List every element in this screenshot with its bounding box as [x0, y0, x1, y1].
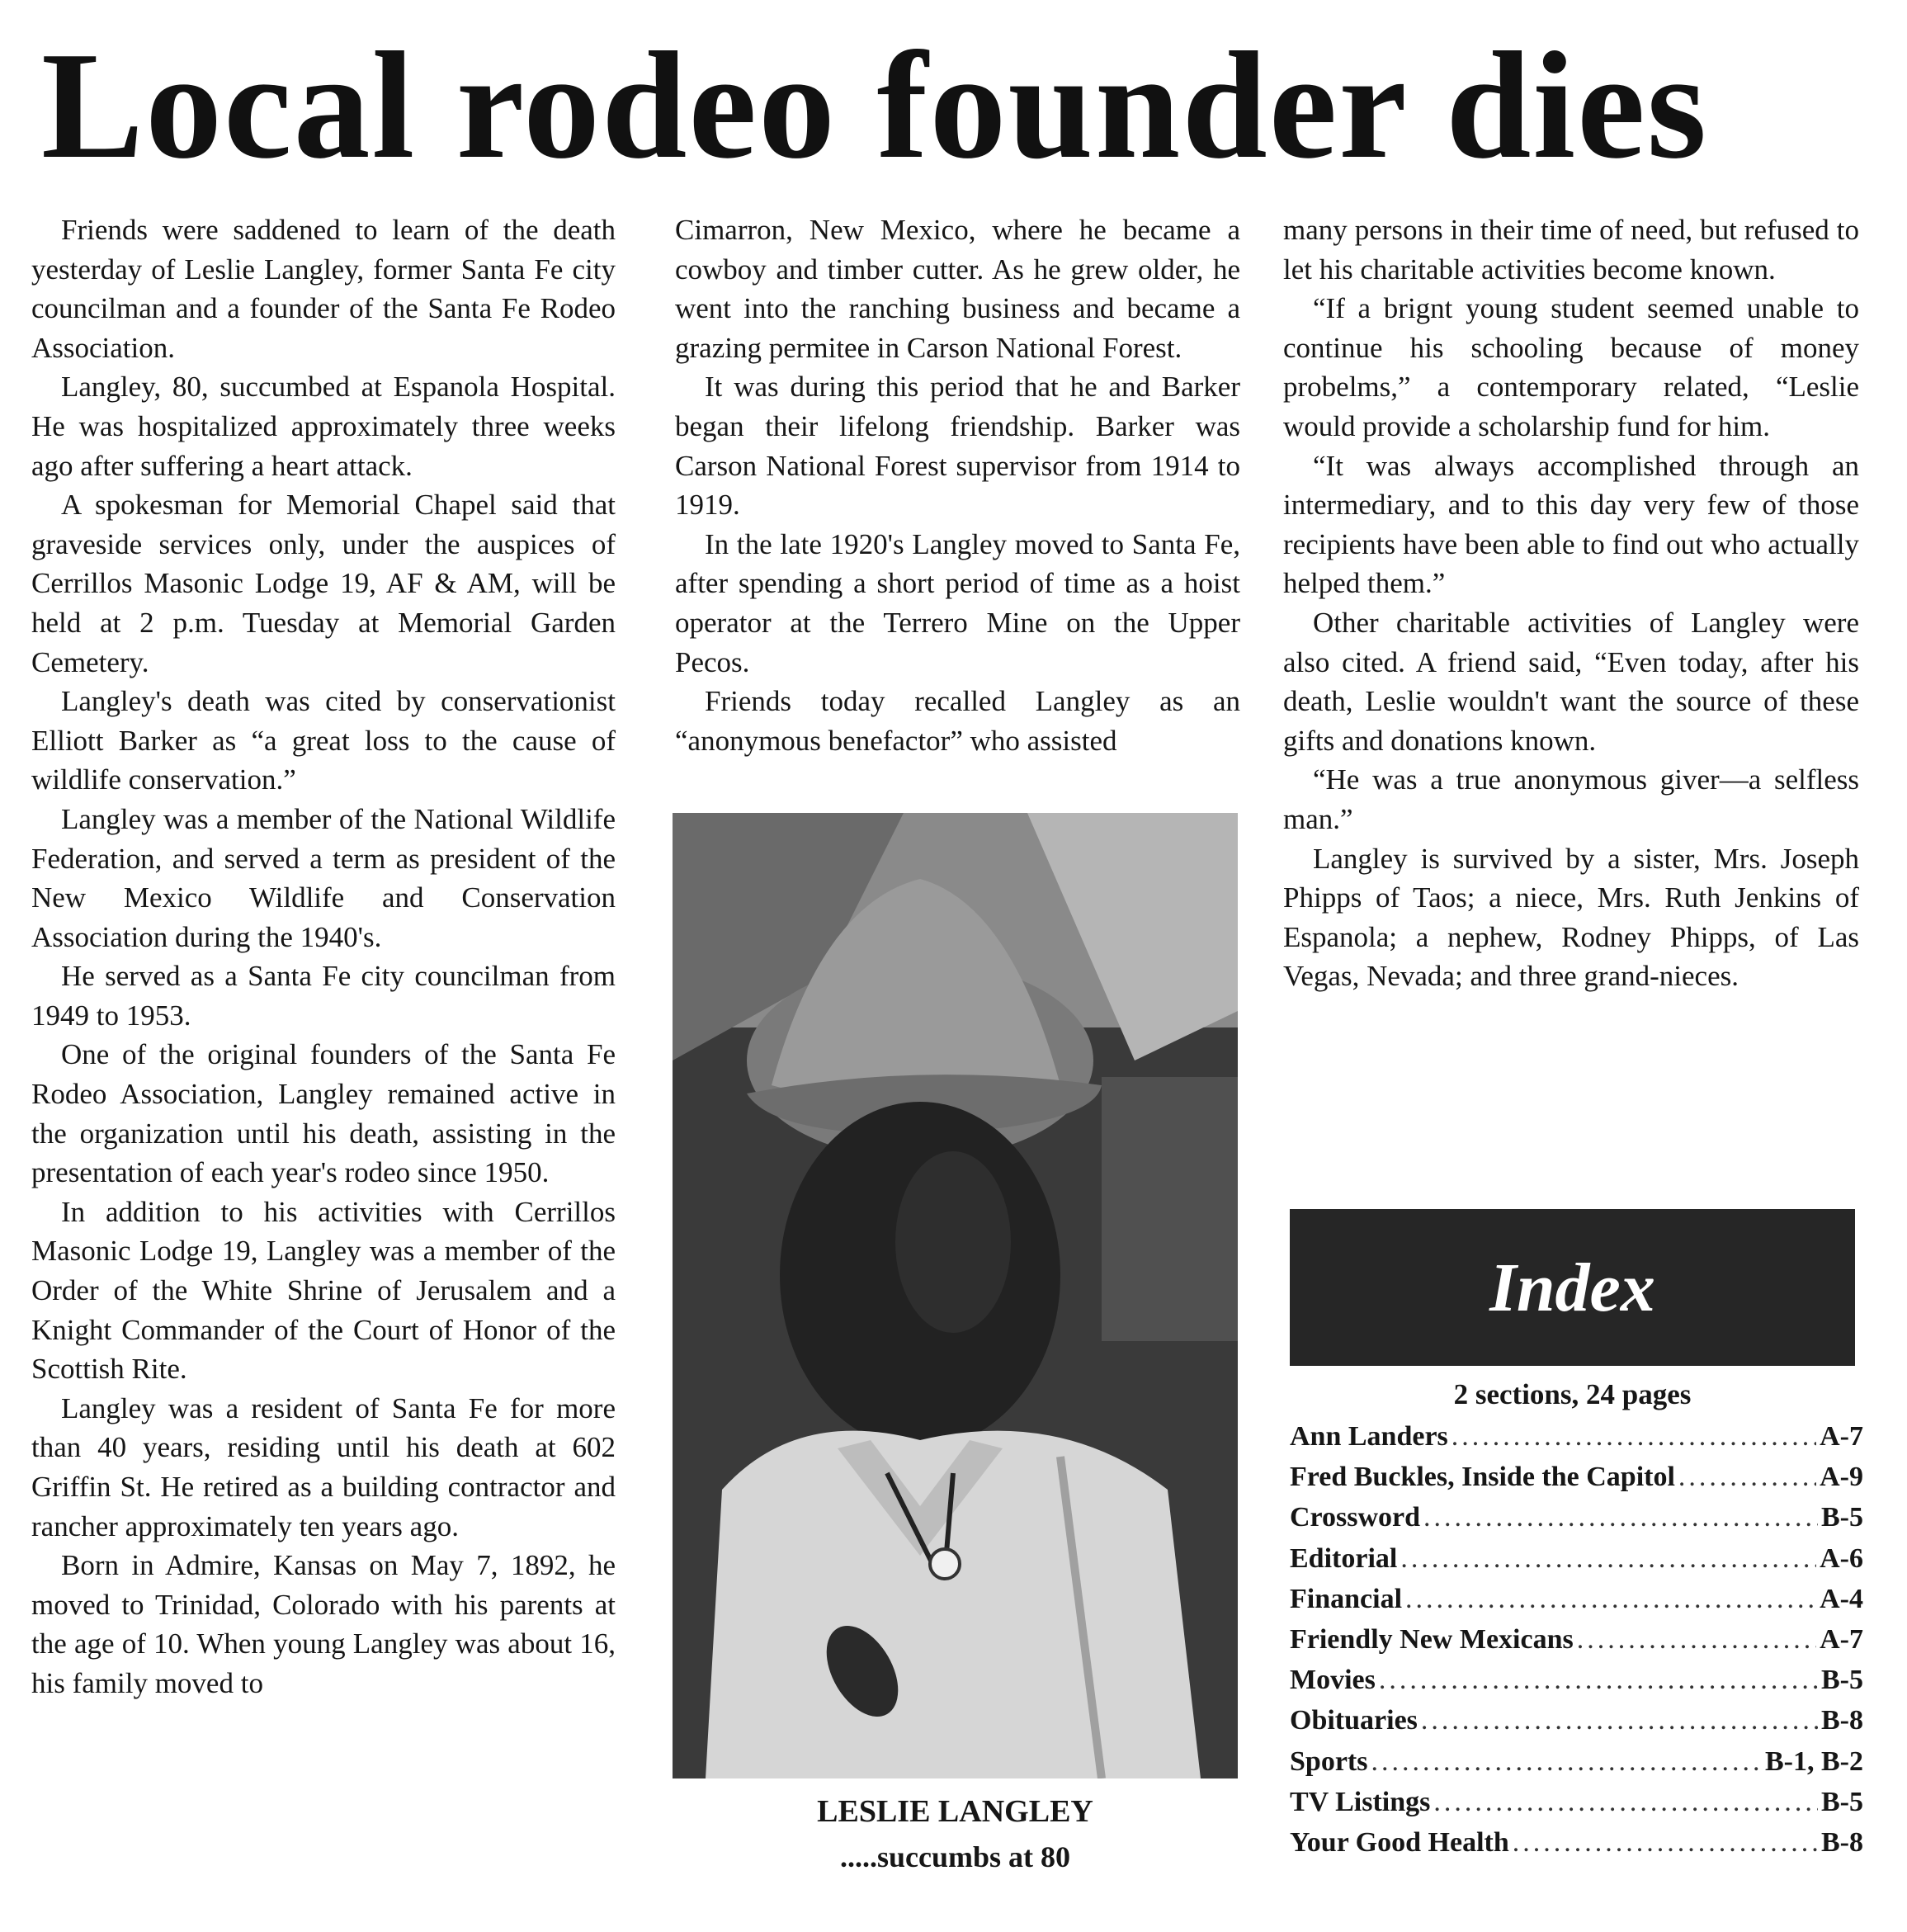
index-item — [1290, 1457, 1863, 1497]
article-column-1 — [31, 210, 616, 1703]
index-item — [1290, 1619, 1863, 1660]
headline: Local rodeo founder dies — [41, 21, 1709, 191]
paragraph: Cimarron, New Mexico, where he became a cowboy and timber cutter. As he grew older, he went into the ranching business and became a grazing permitee in Carson National Forest. — [675, 214, 1240, 364]
index-item — [1290, 1416, 1863, 1457]
index-item — [1290, 1497, 1863, 1538]
dot-leader — [1405, 1579, 1816, 1619]
index-item-page: A-9 — [1820, 1462, 1863, 1493]
index-item — [1290, 1660, 1863, 1700]
index-item-name: Editorial — [1290, 1542, 1398, 1574]
index-item-name: Sports — [1290, 1745, 1368, 1777]
article-column-3 — [1283, 210, 1859, 996]
index-item-name: Financial — [1290, 1583, 1403, 1614]
index-item-page: A-4 — [1820, 1583, 1863, 1614]
index-item-page: A-6 — [1820, 1542, 1863, 1574]
index-item-name: Friendly New Mexicans — [1290, 1624, 1574, 1656]
paragraph: One of the original founders of the Santa Fe Rodeo Association, Langley remained active in the organization until his death, assisting in the presentation of each year's rodeo since 1950. — [31, 1038, 616, 1189]
index-item — [1290, 1741, 1863, 1782]
paragraph: Langley, 80, succumbed at Espanola Hospital. He was hospitalized approximately three weeks ago after suffering a heart attack. — [31, 371, 616, 482]
portrait-photo — [673, 813, 1238, 1778]
index-title: Index — [1489, 1249, 1655, 1326]
index-item-page: B-5 — [1821, 1786, 1863, 1817]
index-item-name: Ann Landers — [1290, 1421, 1448, 1452]
dot-leader — [1577, 1619, 1816, 1660]
paragraph: Friends today recalled Langley as an “anonymous benefactor” who assisted — [675, 685, 1240, 757]
paragraph: Langley was a resident of Santa Fe for more than 40 years, residing until his death at 602 Griffin St. He retired as a building contractor and rancher approximately ten years ago. — [31, 1391, 616, 1542]
index-item — [1290, 1822, 1863, 1863]
paragraph: He served as a Santa Fe city councilman from 1949 to 1953. — [31, 960, 616, 1032]
dot-leader — [1451, 1416, 1816, 1457]
index-header-box — [1290, 1209, 1855, 1366]
index-item — [1290, 1782, 1863, 1822]
paragraph: “If a brignt young student seemed unable to continue his schooling because of money probelms,” a contemporary related, “Leslie would provide a scholarship fund for him. — [1283, 292, 1859, 442]
paragraph: “He was a true anonymous giver—a selfless man.” — [1283, 763, 1859, 835]
index-item — [1290, 1700, 1863, 1741]
paragraph: Langley's death was cited by conservationist Elliott Barker as “a great loss to the cause of wildlife conservation.” — [31, 685, 616, 796]
index-item-page: B-1, B-2 — [1765, 1745, 1863, 1777]
index-item-page: B-8 — [1821, 1705, 1863, 1736]
index-item — [1290, 1538, 1863, 1579]
dot-leader — [1400, 1538, 1816, 1579]
photo-caption-subtitle: .....succumbs at 80 — [839, 1840, 1071, 1873]
paragraph: It was during this period that he and Barker began their lifelong friendship. Barker was Carson National Forest supervisor from 1914 to 1919. — [675, 371, 1240, 522]
index-item-name: Your Good Health — [1290, 1827, 1509, 1859]
index-item-name: TV Listings — [1290, 1786, 1431, 1817]
photo-caption-name: LESLIE LANGLEY — [817, 1794, 1093, 1829]
index-item-page: B-5 — [1821, 1502, 1863, 1533]
dot-leader — [1379, 1660, 1818, 1700]
paragraph: A spokesman for Memorial Chapel said that graveside services only, under the auspices of Cerrillos Masonic Lodge 19, AF & AM, will be held at 2 p.m. Tuesday at Memorial Garden Cemetery. — [31, 489, 616, 678]
index-item-page: A-7 — [1820, 1421, 1863, 1452]
dot-leader — [1421, 1700, 1818, 1741]
dot-leader — [1678, 1457, 1816, 1497]
paragraph: Friends were saddened to learn of the death yesterday of Leslie Langley, former Santa Fe city councilman and a founder of the Santa Fe Rodeo Association. — [31, 214, 616, 364]
index-item-name: Movies — [1290, 1665, 1376, 1696]
index-item-page: B-8 — [1821, 1827, 1863, 1859]
article-column-2 — [675, 210, 1240, 760]
index-list — [1290, 1416, 1863, 1863]
paragraph: Langley is survived by a sister, Mrs. Joseph Phipps of Taos; a niece, Mrs. Ruth Jenkins of Espanola; a nephew, Rodney Phipps, of Las Vegas, Nevada; and three grand-nieces. — [1283, 842, 1859, 993]
paragraph: “It was always accomplished through an intermediary, and to this day very few of those recipients have been able to find out who actually helped them.” — [1283, 449, 1859, 600]
index-item-page: A-7 — [1820, 1624, 1863, 1656]
paragraph: Langley was a member of the National Wildlife Federation, and served a term as president of the New Mexico Wildlife and Conservation Association during the 1940's. — [31, 802, 616, 953]
index-item — [1290, 1579, 1863, 1619]
index-item-page: B-5 — [1821, 1665, 1863, 1696]
paragraph: In the late 1920's Langley moved to Santa Fe, after spending a short period of time as a hoist operator at the Terrero Mine on the Upper Pecos. — [675, 527, 1240, 678]
dot-leader — [1371, 1741, 1762, 1782]
paragraph: Born in Admire, Kansas on May 7, 1892, he moved to Trinidad, Colorado with his parents at the age of 10. When young Langley was about 16, his family moved to — [31, 1549, 616, 1699]
dot-leader — [1423, 1497, 1818, 1538]
dot-leader — [1513, 1822, 1818, 1863]
index-item-name: Obituaries — [1290, 1705, 1418, 1736]
paragraph: Other charitable activities of Langley were also cited. A friend said, “Even today, after his death, Leslie wouldn't want the source of these gifts and donations known. — [1283, 606, 1859, 757]
paragraph: In addition to his activities with Cerrillos Masonic Lodge 19, Langley was a member of the Order of the White Shrine of Jerusalem and a Knight Commander of the Court of Honor of the Scottish Rite. — [31, 1195, 616, 1386]
dot-leader — [1433, 1782, 1818, 1822]
paragraph: many persons in their time of need, but refused to let his charitable activities become known. — [1283, 214, 1859, 286]
index-item-name: Crossword — [1290, 1502, 1421, 1533]
index-subtitle: 2 sections, 24 pages — [1453, 1378, 1692, 1410]
index-item-name: Fred Buckles, Inside the Capitol — [1290, 1462, 1675, 1493]
